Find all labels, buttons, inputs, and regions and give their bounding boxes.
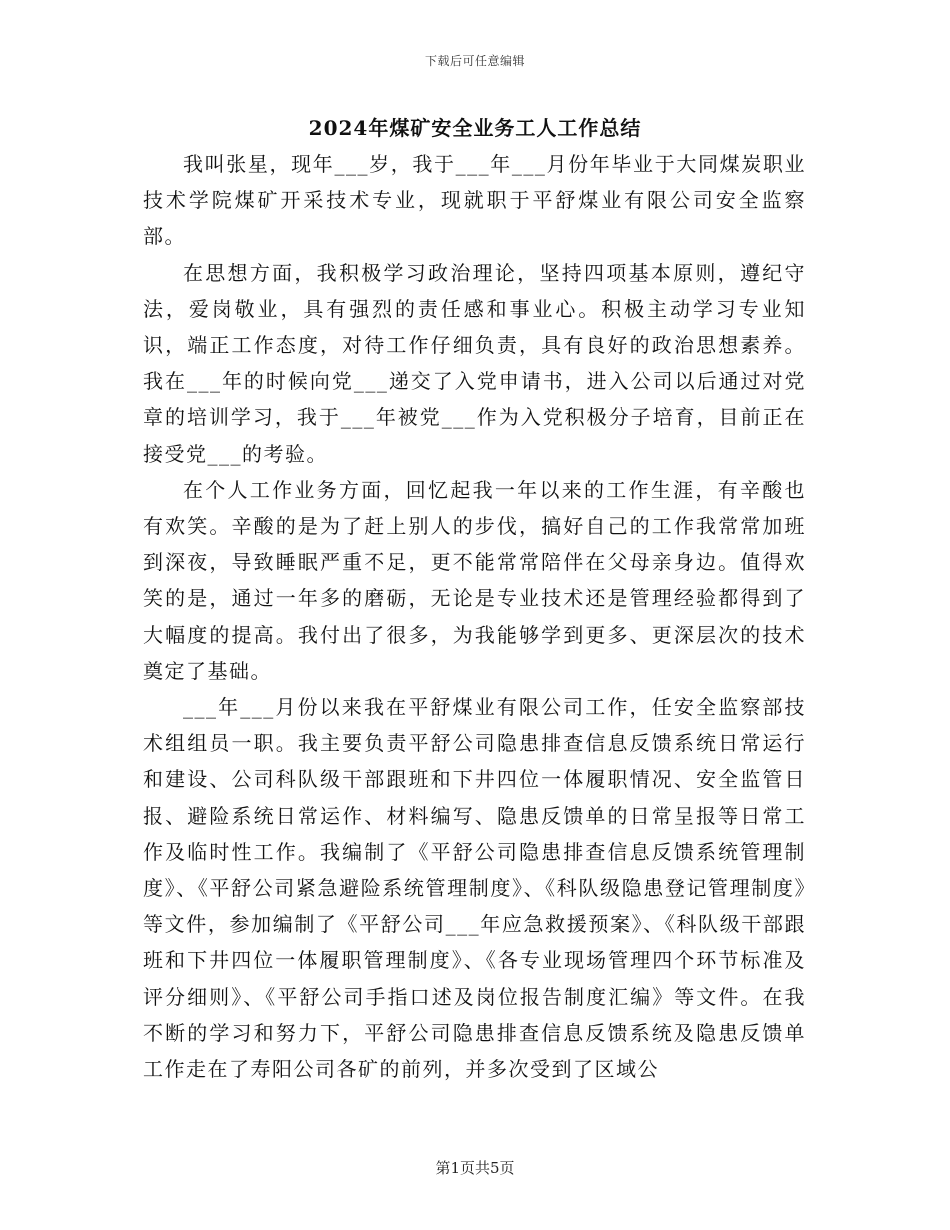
paragraph-ideology: 在思想方面，我积极学习政治理论，坚持四项基本原则，遵纪守法，爱岗敬业，具有强烈的责任感和事业心。积极主动学习专业知识，端正工作态度，对待工作仔细负责，具有良好的政治思想素养。我在___年的时候向党___递交了入党申请书，进入公司以后通过对党章的培训学习，我于___年被党___作为入党积极分子培育，目前正在接受党___的考验。 — [143, 260, 806, 466]
document-body — [143, 146, 806, 1087]
document-title: 2024年煤矿安全业务工人工作总结 — [308, 116, 642, 140]
page-number: 第1页共5页 — [435, 1159, 515, 1177]
header-note: 下载后可任意编辑 — [424, 54, 525, 68]
paragraph-job-duties: ___年___月份以来我在平舒煤业有限公司工作，任安全监察部技术组组员一职。我主要负责平舒公司隐患排查信息反馈系统日常运行和建设、公司科队级干部跟班和下井四位一体履职情况、安全监管日报、避险系统日常运作、材料编写、隐患反馈单的日常呈报等日常工作及临时性工作。我编制了《平舒公司隐患排查信息反馈系统管理制度》、《平舒公司紧急避险系统管理制度》、《科队级隐患登记管理制度》等文件，参加编制了《平舒公司___年应急救援预案》、《科队级干部跟班和下井四位一体履职管理制度》、《各专业现场管理四个环节标准及评分细则》、《平舒公司手指口述及岗位报告制度汇编》等文件。在我不断的学习和努力下，平舒公司隐患排查信息反馈系统及隐患反馈单工作走在了寿阳公司各矿的前列，并多次受到了区域公 — [143, 695, 806, 1082]
paragraph-personal-work: 在个人工作业务方面，回忆起我一年以来的工作生涯，有辛酸也有欢笑。辛酸的是为了赶上别人的步伐，搞好自己的工作我常常加班到深夜，导致睡眠严重不足，更不能常常陪伴在父母亲身边。值得欢笑的是，通过一年多的磨砺，无论是专业技术还是管理经验都得到了大幅度的提高。我付出了很多，为我能够学到更多、更深层次的技术奠定了基础。 — [143, 477, 806, 683]
paragraph-intro: 我叫张星，现年___岁，我于___年___月份年毕业于大同煤炭职业技术学院煤矿开采技术专业，现就职于平舒煤业有限公司安全监察部。 — [143, 152, 806, 249]
